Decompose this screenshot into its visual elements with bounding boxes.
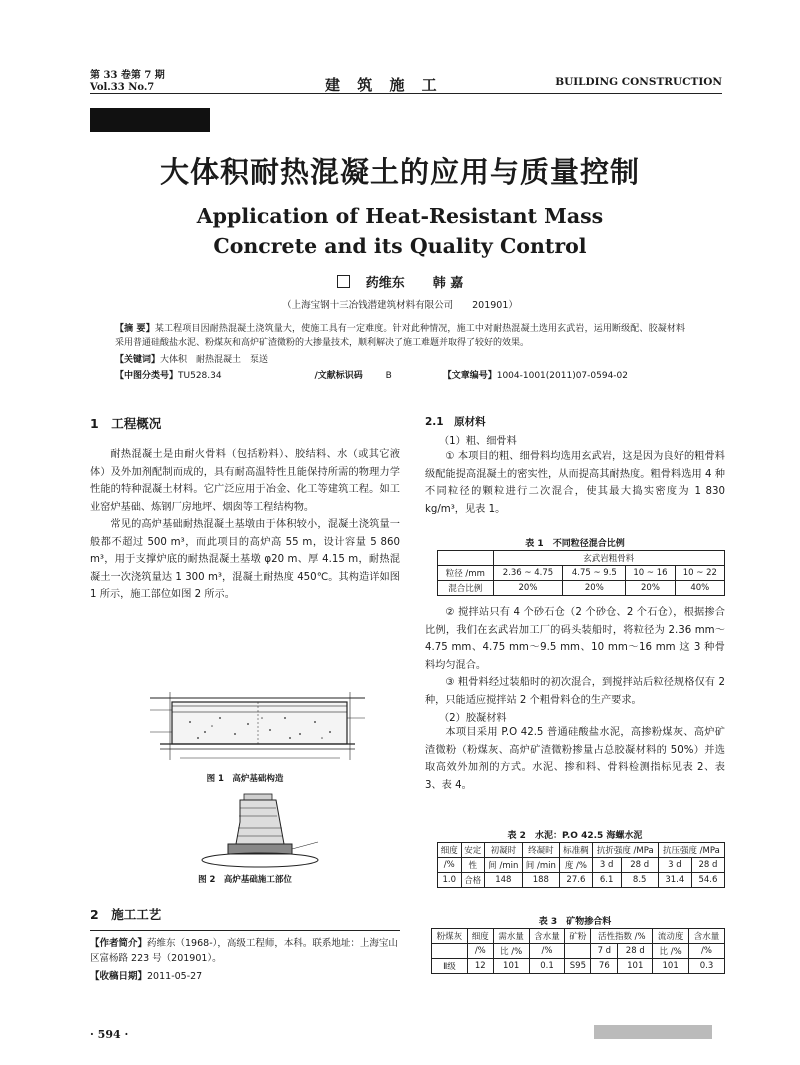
footnote-rule	[90, 930, 400, 931]
table-cell: 活性指数 /%	[591, 929, 653, 944]
left-column	[90, 414, 400, 604]
table-1	[437, 550, 725, 596]
table-cell: 度 /%	[560, 858, 593, 873]
table-cell	[432, 944, 468, 959]
table-cell: 40%	[675, 581, 724, 596]
doc-value: B	[385, 371, 392, 381]
doc-label: /文献标识码	[314, 371, 363, 381]
author-note	[90, 936, 400, 966]
section-1-title: 1 工程概况	[90, 416, 162, 431]
table-1-group-header: 玄武岩粗骨料	[493, 551, 724, 566]
received-date	[90, 968, 202, 982]
table-cell: 6.1	[592, 873, 621, 888]
table-cell: 7 d	[591, 944, 618, 959]
right-para-1: ① 本项目的粗、细骨料均选用玄武岩，这是因为良好的粗骨料级配能提高混凝土的密实性，从而提高其耐热度。粗骨料选用 4 种不同粒径的颗粒进行二次混合，使其最大捣实密度为 1 830 kg/m³，见表 1。	[425, 451, 725, 515]
table-2-caption: 表 2 水泥：P.O 42.5 海螺水泥	[507, 831, 643, 841]
figure-2-caption: 图 2 高炉基础施工部位	[198, 875, 292, 885]
table-1-row1-label: 粒径 /mm	[438, 566, 494, 581]
table-cell: 20%	[626, 581, 675, 596]
table-cell: 12	[467, 959, 493, 974]
table-cell: 101	[618, 959, 653, 974]
table-cell: 101	[653, 959, 689, 974]
received-label: 【收稿日期】	[90, 971, 148, 982]
table-cell: 27.6	[560, 873, 593, 888]
author-2: 韩 嘉	[432, 276, 464, 291]
right-para-2: ② 搅拌站只有 4 个砂石仓（2 个砂仓、2 个石仓），根据掺合比例，我们在玄武岩加工厂的码头装船时，将粒径为 2.36 mm～4.75 mm、4.75 mm～9.5 mm、10 mm～16 mm 这 3 种骨料均匀混合。	[425, 607, 725, 671]
section-2-title: 2 施工工艺	[90, 907, 162, 922]
table-cell: 粉煤灰	[432, 929, 468, 944]
affiliation: （上海宝钢十三冶钱潜建筑材料有限公司 201901）	[282, 300, 518, 311]
table-cell: 0.3	[689, 959, 725, 974]
table-cell: 含水量	[529, 929, 565, 944]
section-21-title: 2.1 原材料	[425, 416, 486, 428]
journal-name-en: BUILDING CONSTRUCTION	[555, 76, 722, 88]
table-cell: 安定	[461, 843, 485, 858]
table-cell	[565, 944, 591, 959]
keywords-text: 大体积 耐热混凝土 泵送	[160, 355, 269, 365]
table-cell: 抗压强度 /MPa	[658, 843, 724, 858]
table-cell: /%	[467, 944, 493, 959]
right-para-3: ③ 粗骨料经过装船时的初次混合，到搅拌站后粒径规格仅有 2 种，只能适应搅拌站 2 个粗骨料仓的生产要求。	[425, 677, 725, 706]
table-cell: 3 d	[658, 858, 691, 873]
table-cell: 31.4	[658, 873, 691, 888]
table-cell: 20%	[563, 581, 626, 596]
abstract-label: 【摘 要】	[115, 324, 155, 334]
table-cell: 4.75 ~ 9.5	[563, 566, 626, 581]
table-cell: 148	[485, 873, 523, 888]
article-label: 【文章编号】	[442, 371, 497, 381]
clc-value: TU528.34	[178, 371, 222, 381]
right-column-mid	[425, 604, 725, 794]
abstract-text: 某工程项目因耐热混凝土浇筑量大，使施工具有一定难度。针对此种情况，施工中对耐热混凝土选用玄武岩，运用断级配、胶凝材料采用普通硅酸盐水泥、粉煤灰和高炉矿渣微粉的大掺量技术，顺利解决了施工难题并取得了较好的效果。	[115, 324, 685, 348]
table-cell: 性	[461, 858, 485, 873]
table-cell: S95	[565, 959, 591, 974]
author-note-text: 药维东（1968-），高级工程师，本科。联系地址：上海宝山区富杨路 223 号（201901）。	[90, 938, 398, 964]
title-en-line2: Concrete and its Quality Control	[213, 234, 587, 258]
table-cell: /%	[529, 944, 565, 959]
authors	[0, 272, 800, 291]
left-para-2: 常见的高炉基础耐热混凝土基墩由于体积较小，混凝土浇筑量一般都不超过 500 m³，而此项目的高炉高 55 m，设计容量 5 860 m³，用于支撑炉底的耐热混凝土基墩 φ20 m、厚 4.15 m，耐热混凝土一次浇筑量达 1 300 m³，混凝土耐热度 450℃。其构造详如图 1 所示，施工部位如图 2 所示。	[90, 519, 400, 600]
article-value: 1004-1001(2011)07-0594-02	[496, 371, 629, 381]
table-cell: 细度	[467, 929, 493, 944]
table-cell: 细度	[438, 843, 462, 858]
table-cell: 间 /min	[485, 858, 523, 873]
journal-name: 建 筑 施 工	[325, 76, 443, 94]
table-cell: 间 /min	[522, 858, 560, 873]
table-cell: /%	[689, 944, 725, 959]
left-para-1: 耐热混凝土是由耐火骨料（包括粉料）、胶结料、水（或其它液体）及外加剂配制而成的，具有耐高温特性且能保持所需的物理力学性能的特种混凝土材料。它广泛应用于冶金、化工等建筑工程。如工业窑炉基础、炼钢厂房地坪、烟囱等工程结构物。	[90, 449, 400, 513]
table-cell: 比 /%	[653, 944, 689, 959]
header-rule	[90, 93, 722, 94]
title-cn: 大体积耐热混凝土的应用与质量控制	[159, 155, 640, 189]
table-cell: 流动度	[653, 929, 689, 944]
sub-heading-2: （2）胶凝材料	[439, 713, 507, 724]
table-cell: 3 d	[592, 858, 621, 873]
table-cell: 28 d	[691, 858, 724, 873]
sub-heading-1: （1）粗、细骨料	[439, 436, 517, 447]
author-box-icon	[337, 275, 350, 288]
volume-en: Vol.33 No.7	[90, 82, 155, 93]
section-banner	[90, 108, 210, 132]
journal-volume	[90, 70, 165, 94]
table-1-row2-label: 混合比例	[438, 581, 494, 596]
table-cell: 188	[522, 873, 560, 888]
table-cell: 101	[493, 959, 529, 974]
abstract	[115, 322, 685, 350]
title-en-line1: Application of Heat-Resistant Mass	[196, 204, 604, 228]
table-cell: 10 ~ 16	[626, 566, 675, 581]
table-cell: 合格	[461, 873, 485, 888]
table-cell: Ⅱ级	[432, 959, 468, 974]
footer-banner	[594, 1025, 712, 1039]
table-cell: 20%	[493, 581, 563, 596]
table-cell: 含水量	[689, 929, 725, 944]
received-value: 2011-05-27	[147, 971, 203, 982]
table-cell: 76	[591, 959, 618, 974]
table-cell: 28 d	[618, 944, 653, 959]
classification	[115, 368, 705, 381]
table-cell	[438, 551, 494, 566]
table-cell: 10 ~ 22	[675, 566, 724, 581]
figure-1-caption: 图 1 高炉基础构造	[206, 774, 284, 784]
table-cell: 8.5	[621, 873, 658, 888]
table-cell: 28 d	[621, 858, 658, 873]
keywords-label: 【关键词】	[115, 355, 161, 365]
page-number: · 594 ·	[90, 1028, 129, 1041]
table-cell: 2.36 ~ 4.75	[493, 566, 563, 581]
volume-cn: 第 33 卷第 7 期	[90, 70, 165, 81]
table-cell: 比 /%	[493, 944, 529, 959]
table-2	[437, 842, 725, 888]
clc-label: 【中图分类号】	[115, 371, 179, 381]
author-note-label: 【作者简介】	[90, 938, 148, 949]
table-cell: 初凝时	[485, 843, 523, 858]
table-cell: 终凝时	[522, 843, 560, 858]
keywords	[115, 352, 268, 365]
table-cell: 54.6	[691, 873, 724, 888]
table-cell: 1.0	[438, 873, 462, 888]
table-cell: 需水量	[493, 929, 529, 944]
right-column-top	[425, 414, 725, 518]
table-3-caption: 表 3 矿物掺合料	[538, 917, 612, 927]
table-cell: 抗折强度 /MPa	[592, 843, 658, 858]
figure-2-diagram	[200, 792, 320, 870]
table-1-caption: 表 1 不同粒径混合比例	[525, 539, 625, 549]
table-cell: 标准稠	[560, 843, 593, 858]
figure-1-diagram	[150, 688, 365, 768]
table-3	[431, 928, 725, 974]
table-cell: /%	[438, 858, 462, 873]
right-para-4: 本项目采用 P.O 42.5 普通硅酸盐水泥，高掺粉煤灰、高炉矿渣微粉（粉煤灰、高炉矿渣微粉掺量占总胶凝材料的 50%）并选取高效外加剂的方式。水泥、掺和料、骨料检测指标见表 2、表 3、表 4。	[425, 727, 725, 791]
author-1: 药维东	[365, 276, 405, 291]
table-cell: 矿粉	[565, 929, 591, 944]
table-cell: 0.1	[529, 959, 565, 974]
